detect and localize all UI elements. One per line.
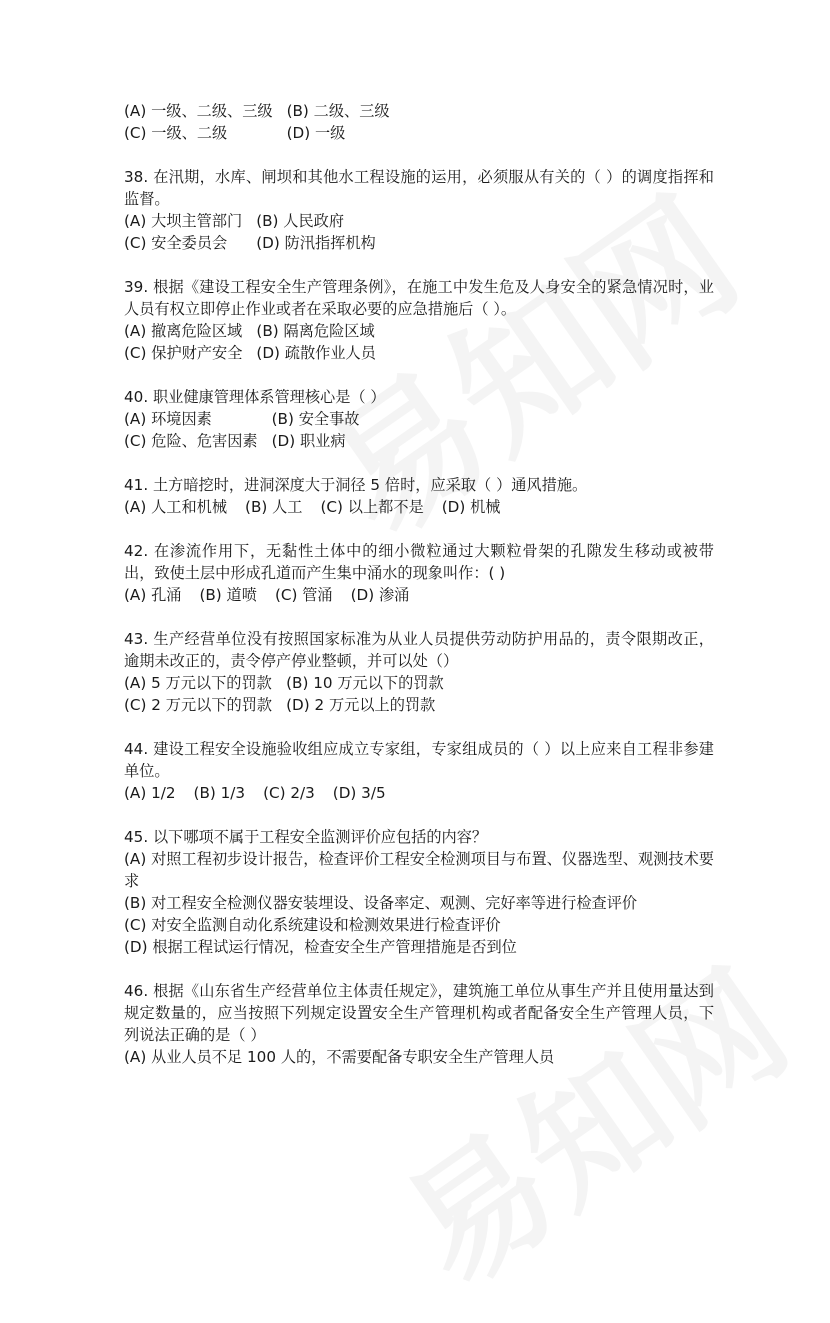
question-stem: 40. 职业健康管理体系管理核心是（ ） — [124, 388, 386, 406]
option: (B) 对工程安全检测仪器安装埋设、设备率定、观测、完好率等进行检查评价 — [124, 894, 638, 912]
option: (B) 隔离危险区域 — [256, 322, 375, 340]
question-stem: 44. 建设工程安全设施验收组应成立专家组，专家组成员的（ ）以上应来自工程非参建单位。 — [124, 740, 714, 780]
question-38 — [124, 166, 714, 254]
option: (A) 人工和机械 — [124, 498, 228, 516]
option: (A) 撤离危险区域 — [124, 322, 243, 340]
option: (B) 人民政府 — [256, 212, 345, 230]
option: (B) 安全事故 — [271, 410, 360, 428]
question-39 — [124, 276, 714, 364]
question-42 — [124, 540, 714, 606]
option: (A) 1/2 — [124, 784, 176, 802]
option: (D) 疏散作业人员 — [256, 344, 376, 362]
option: (D) 渗涌 — [350, 586, 410, 604]
option: (A) 对照工程初步设计报告，检查评价工程安全检测项目与布置、仪器选型、观测技术要求 — [124, 850, 714, 890]
question-43 — [124, 628, 714, 716]
question-37-options — [124, 100, 714, 144]
question-stem: 46. 根据《山东省生产经营单位主体责任规定》，建筑施工单位从事生产并且使用量达到规定数量的，应当按照下列规定设置安全生产管理机构或者配备安全生产管理人员，下列说法正确的是（ ） — [124, 982, 714, 1044]
question-41 — [124, 474, 714, 518]
question-stem: 41. 土方暗挖时，进洞深度大于洞径 5 倍时，应采取（ ）通风措施。 — [124, 476, 588, 494]
option: (B) 人工 — [245, 498, 303, 516]
question-stem: 39. 根据《建设工程安全生产管理条例》，在施工中发生危及人身安全的紧急情况时，业人员有权立即停止作业或者在采取必要的应急措施后（ ）。 — [124, 278, 714, 318]
option: (A) 5 万元以下的罚款 — [124, 674, 272, 692]
option: (D) 根据工程试运行情况，检查安全生产管理措施是否到位 — [124, 938, 517, 956]
question-45 — [124, 826, 714, 958]
option: (C) 安全委员会 — [124, 234, 228, 252]
option: (D) 防汛指挥机构 — [256, 234, 376, 252]
question-44 — [124, 738, 714, 804]
option: (C) 2/3 — [263, 784, 315, 802]
option: (C) 保护财产安全 — [124, 344, 243, 362]
option: (C) 危险、危害因素 — [124, 432, 258, 450]
option: (A) 一级、二级、三级 — [124, 102, 273, 120]
option: (A) 孔涌 — [124, 586, 182, 604]
document-page — [124, 100, 714, 1068]
option: (C) 对安全监测自动化系统建设和检测效果进行检查评价 — [124, 916, 501, 934]
question-stem: 43. 生产经营单位没有按照国家标准为从业人员提供劳动防护用品的，责令限期改正，逾期未改正的，责令停产停业整顿，并可以处（） — [124, 630, 714, 670]
option: (C) 一级、二级 — [124, 124, 228, 142]
option: (B) 10 万元以下的罚款 — [286, 674, 444, 692]
option: (C) 2 万元以下的罚款 — [124, 696, 273, 714]
option: (B) 1/3 — [193, 784, 246, 802]
option: (A) 环境因素 — [124, 410, 212, 428]
option: (D) 3/5 — [332, 784, 386, 802]
question-40 — [124, 386, 714, 452]
question-stem: 42. 在渗流作用下，无黏性土体中的细小微粒通过大颗粒骨架的孔隙发生移动或被带出，致使土层中形成孔道而产生集中涌水的现象叫作：( ) — [124, 542, 714, 582]
option: (C) 管涌 — [274, 586, 333, 604]
option: (B) 二级、三级 — [286, 102, 390, 120]
option: (A) 大坝主管部门 — [124, 212, 243, 230]
option: (D) 职业病 — [271, 432, 346, 450]
question-stem: 38. 在汛期，水库、闸坝和其他水工程设施的运用，必须服从有关的（ ）的调度指挥和监督。 — [124, 168, 714, 208]
option: (D) 机械 — [441, 498, 501, 516]
question-46 — [124, 980, 714, 1068]
option: (B) 道喷 — [199, 586, 257, 604]
option: (A) 从业人员不足 100 人的，不需要配备专职安全生产管理人员 — [124, 1048, 555, 1066]
option: (D) 一级 — [286, 124, 346, 142]
question-stem: 45. 以下哪项不属于工程安全监测评价应包括的内容？ — [124, 828, 488, 846]
option: (D) 2 万元以上的罚款 — [286, 696, 436, 714]
option: (C) 以上都不是 — [320, 498, 424, 516]
